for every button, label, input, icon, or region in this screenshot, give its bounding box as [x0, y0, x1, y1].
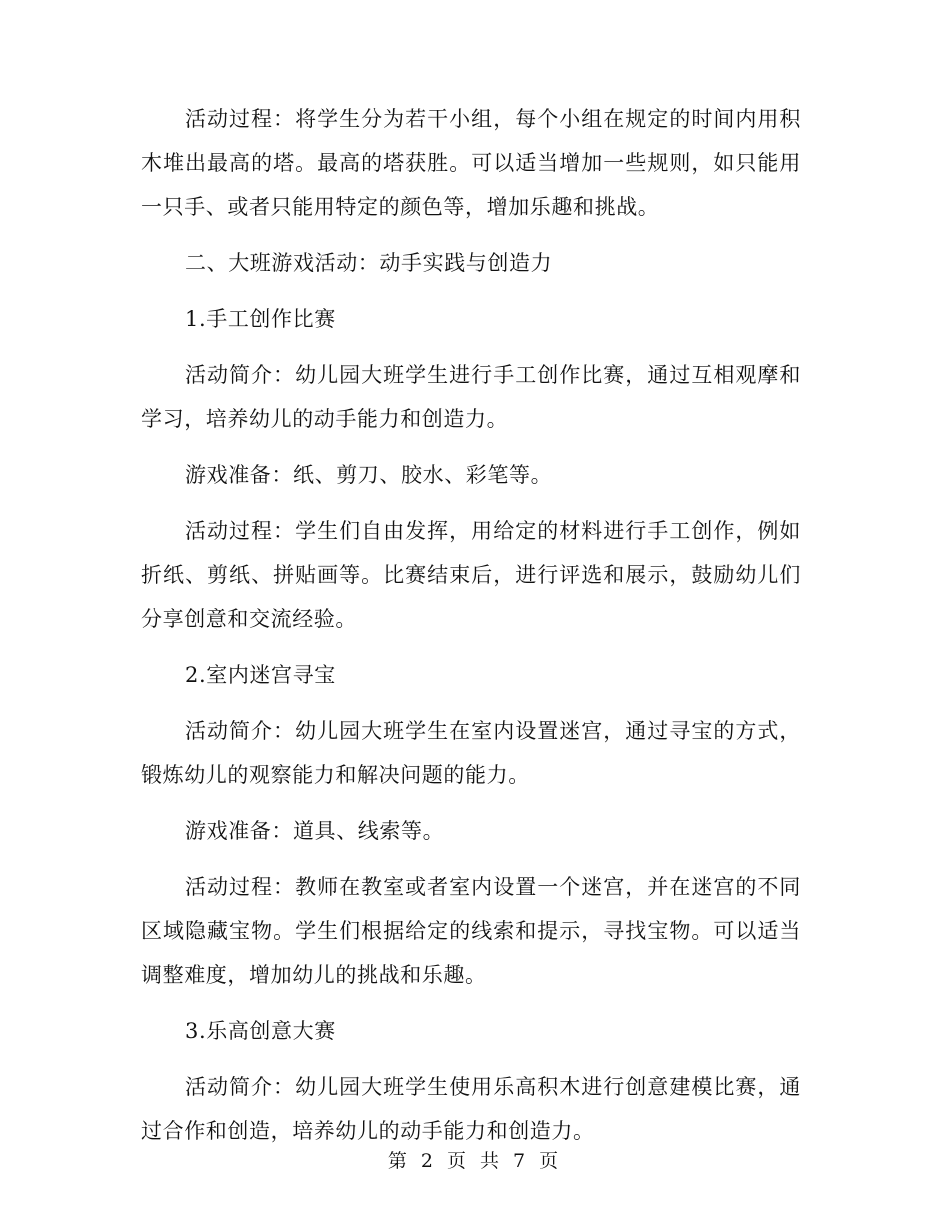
paragraph-handcraft-intro: 活动简介：幼儿园大班学生进行手工创作比赛，通过互相观摩和学习，培养幼儿的动手能力和创造力。 — [141, 363, 801, 431]
subheading-lego-contest: 3.乐高创意大赛 — [185, 1019, 336, 1043]
paragraph-lego-intro: 活动简介：幼儿园大班学生使用乐高积木进行创意建模比赛，通过合作和创造，培养幼儿的动手能力和创造力。 — [141, 1075, 801, 1143]
paragraph-maze-intro: 活动简介：幼儿园大班学生在室内设置迷宫，通过寻宝的方式，锻炼幼儿的观察能力和解决问题的能力。 — [141, 719, 801, 787]
document-body — [141, 97, 801, 1165]
subheading-indoor-maze: 2.室内迷宫寻宝 — [185, 663, 336, 687]
paragraph-maze-prep: 游戏准备：道具、线索等。 — [185, 819, 445, 843]
subheading-handcraft-contest: 1.手工创作比赛 — [185, 307, 336, 331]
paragraph-handcraft-process: 活动过程：学生们自由发挥，用给定的材料进行手工创作，例如折纸、剪纸、拼贴画等。比赛结束后，进行评选和展示，鼓励幼儿们分享创意和交流经验。 — [141, 519, 801, 631]
paragraph-maze-process: 活动过程：教师在教室或者室内设置一个迷宫，并在迷宫的不同区域隐藏宝物。学生们根据给定的线索和提示，寻找宝物。可以适当调整难度，增加幼儿的挑战和乐趣。 — [141, 875, 801, 987]
section-heading-2: 二、大班游戏活动：动手实践与创造力 — [185, 251, 553, 275]
paragraph-activity-process-1: 活动过程：将学生分为若干小组，每个小组在规定的时间内用积木堆出最高的塔。最高的塔获胜。可以适当增加一些规则，如只能用一只手、或者只能用特定的颜色等，增加乐趣和挑战。 — [141, 107, 801, 219]
page-number-footer: 第 2 页 共 7 页 — [387, 1150, 563, 1172]
paragraph-handcraft-prep: 游戏准备：纸、剪刀、胶水、彩笔等。 — [185, 463, 553, 487]
